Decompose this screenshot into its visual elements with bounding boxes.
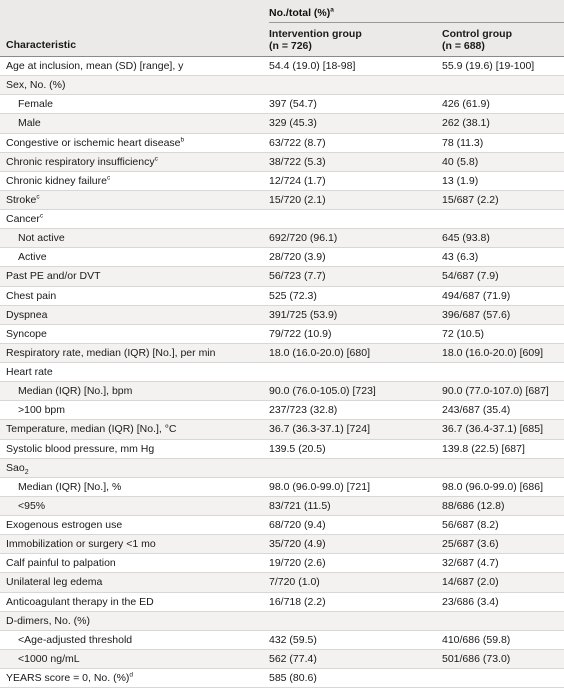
characteristic-cell — [0, 672, 263, 684]
control-value: 13 (1.9) — [442, 174, 479, 187]
control-header-n: (n = 688) — [442, 40, 485, 52]
control-value: 25/687 (3.6) — [442, 538, 499, 551]
characteristic-cell — [0, 232, 263, 244]
table-row — [0, 401, 564, 420]
characteristic-label: Congestive or ischemic heart disease — [6, 136, 181, 149]
characteristic-label: Heart rate — [6, 366, 53, 379]
table-row — [0, 593, 564, 612]
table-row — [0, 306, 564, 325]
table-row — [0, 650, 564, 669]
intervention-value: 7/720 (1.0) — [269, 576, 320, 589]
characteristic-label: Female — [18, 98, 54, 111]
intervention-header-n: (n = 726) — [269, 40, 312, 52]
group-header-rule — [269, 22, 564, 23]
characteristic-cell — [0, 213, 263, 225]
intervention-value: 329 (45.3) — [269, 117, 317, 130]
characteristic-cell — [0, 500, 263, 512]
characteristic-label: Chronic kidney failure — [6, 174, 107, 187]
control-value: 410/686 (59.8) — [442, 633, 511, 646]
intervention-value: 79/722 (10.9) — [269, 327, 332, 340]
table-row — [0, 229, 564, 248]
characteristic-cell — [0, 117, 263, 129]
characteristic-label: >100 bpm — [18, 404, 65, 417]
intervention-value: 585 (80.6) — [269, 672, 317, 685]
characteristic-cell — [0, 423, 263, 435]
intervention-value: 54.4 (19.0) [18-98] — [269, 60, 356, 73]
characteristic-cell — [0, 98, 263, 110]
table-header — [0, 0, 564, 57]
control-value: 501/686 (73.0) — [442, 652, 511, 665]
characteristic-label: Male — [18, 117, 41, 130]
table-row — [0, 248, 564, 267]
characteristic-header: Characteristic — [6, 39, 77, 51]
characteristic-cell — [0, 462, 263, 474]
characteristic-cell — [0, 615, 263, 627]
control-value: 18.0 (16.0-20.0) [609] — [442, 346, 543, 359]
intervention-value: 16/718 (2.2) — [269, 595, 326, 608]
intervention-header-name: Intervention group — [269, 28, 362, 40]
characteristic-label: Sex, No. (%) — [6, 79, 66, 92]
table-row — [0, 631, 564, 650]
intervention-value: 237/723 (32.8) — [269, 404, 338, 417]
group-header-footnote: a — [330, 6, 334, 14]
characteristic-cell — [0, 156, 263, 168]
control-value: 243/687 (35.4) — [442, 404, 511, 417]
intervention-value: 35/720 (4.9) — [269, 538, 326, 551]
intervention-header — [269, 28, 362, 52]
table-row — [0, 57, 564, 76]
characteristic-cell — [0, 270, 263, 282]
intervention-value: 12/724 (1.7) — [269, 174, 326, 187]
intervention-value: 63/722 (8.7) — [269, 136, 326, 149]
control-value: 40 (5.8) — [442, 155, 479, 168]
characteristic-cell — [0, 538, 263, 550]
characteristic-label: Past PE and/or DVT — [6, 270, 101, 283]
table-row — [0, 76, 564, 95]
table-row — [0, 497, 564, 516]
control-value: 90.0 (77.0-107.0) [687] — [442, 385, 549, 398]
table-row — [0, 459, 564, 478]
control-value: 43 (6.3) — [442, 251, 479, 264]
characteristic-cell — [0, 309, 263, 321]
intervention-value: 28/720 (3.9) — [269, 251, 326, 264]
control-value: 32/687 (4.7) — [442, 557, 499, 570]
table-row — [0, 191, 564, 210]
table-body — [0, 57, 564, 688]
table-row — [0, 325, 564, 344]
characteristic-cell — [0, 481, 263, 493]
characteristic-label: Exogenous estrogen use — [6, 519, 123, 532]
control-value: 645 (93.8) — [442, 232, 490, 245]
table-row — [0, 612, 564, 631]
table-row — [0, 573, 564, 592]
characteristic-label: D-dimers, No. (%) — [6, 614, 91, 627]
characteristic-cell — [0, 404, 263, 416]
characteristic-cell — [0, 347, 263, 359]
characteristic-cell — [0, 443, 263, 455]
control-value: 88/686 (12.8) — [442, 499, 505, 512]
table-row — [0, 287, 564, 306]
intervention-value: 391/725 (53.9) — [269, 308, 338, 321]
control-value: 72 (10.5) — [442, 327, 485, 340]
control-value: 139.8 (22.5) [687] — [442, 442, 525, 455]
table-row — [0, 172, 564, 191]
characteristic-label: Active — [18, 251, 47, 264]
characteristic-label: Stroke — [6, 193, 37, 206]
characteristic-cell — [0, 557, 263, 569]
footnote-marker: c — [36, 193, 40, 201]
footnote-marker: b — [180, 136, 185, 144]
characteristic-label: Not active — [18, 232, 65, 245]
intervention-value: 83/721 (11.5) — [269, 499, 331, 512]
characteristic-cell — [0, 60, 263, 72]
table-row — [0, 210, 564, 229]
footnote-marker: c — [39, 212, 44, 220]
group-header — [269, 7, 334, 19]
footnote-marker: c — [154, 155, 158, 163]
characteristic-cell — [0, 653, 263, 665]
characteristic-label: Systolic blood pressure, mm Hg — [6, 442, 155, 455]
intervention-value: 68/720 (9.4) — [269, 519, 326, 532]
characteristic-cell — [0, 137, 263, 149]
control-value: 54/687 (7.9) — [442, 270, 499, 283]
table-row — [0, 420, 564, 439]
characteristic-subscript: 2 — [24, 468, 29, 476]
table-row — [0, 344, 564, 363]
control-value: 494/687 (71.9) — [442, 289, 511, 302]
table-row — [0, 535, 564, 554]
characteristic-cell — [0, 576, 263, 588]
characteristic-cell — [0, 79, 263, 91]
intervention-value: 397 (54.7) — [269, 98, 317, 111]
intervention-value: 98.0 (96.0-99.0) [721] — [269, 480, 370, 493]
characteristic-label: <Age-adjusted threshold — [18, 633, 133, 646]
characteristic-label: Cancer — [6, 213, 40, 226]
group-header-label: No./total (%) — [269, 7, 331, 19]
table-row — [0, 669, 564, 688]
control-value: 56/687 (8.2) — [442, 519, 499, 532]
control-header — [442, 28, 512, 52]
characteristic-cell — [0, 366, 263, 378]
control-value: 14/687 (2.0) — [442, 576, 499, 589]
table-row — [0, 363, 564, 382]
table-row — [0, 153, 564, 172]
intervention-value: 15/720 (2.1) — [269, 193, 326, 206]
characteristic-label: Median (IQR) [No.], % — [18, 480, 122, 493]
characteristic-cell — [0, 290, 263, 302]
table-row — [0, 516, 564, 535]
intervention-value: 56/723 (7.7) — [269, 270, 326, 283]
characteristic-label: Chest pain — [6, 289, 57, 302]
table-row — [0, 478, 564, 497]
characteristic-label: Dyspnea — [6, 308, 48, 321]
control-value: 15/687 (2.2) — [442, 193, 499, 206]
control-value: 396/687 (57.6) — [442, 308, 511, 321]
characteristic-label: <95% — [18, 499, 46, 512]
characteristic-cell — [0, 328, 263, 340]
characteristic-label: Calf painful to palpation — [6, 557, 116, 570]
control-value: 36.7 (36.4-37.1) [685] — [442, 423, 543, 436]
characteristic-cell — [0, 251, 263, 263]
characteristic-cell — [0, 175, 263, 187]
table-row — [0, 114, 564, 133]
characteristic-label: Chronic respiratory insufficiency — [6, 155, 155, 168]
characteristic-label: YEARS score = 0, No. (%) — [6, 672, 130, 685]
characteristic-label: Syncope — [6, 327, 47, 340]
intervention-value: 19/720 (2.6) — [269, 557, 326, 570]
characteristic-label: Sao — [6, 461, 25, 474]
intervention-value: 18.0 (16.0-20.0) [680] — [269, 346, 370, 359]
control-value: 98.0 (96.0-99.0) [686] — [442, 480, 543, 493]
table-row — [0, 554, 564, 573]
characteristic-label: Unilateral leg edema — [6, 576, 103, 589]
characteristic-label: Age at inclusion, mean (SD) [range], y — [6, 60, 184, 73]
characteristic-label: Temperature, median (IQR) [No.], °C — [6, 423, 177, 436]
table-row — [0, 267, 564, 286]
characteristic-cell — [0, 385, 263, 397]
table-row — [0, 95, 564, 114]
characteristic-label: <1000 ng/mL — [18, 652, 80, 665]
characteristic-label: Immobilization or surgery <1 mo — [6, 538, 156, 551]
table-row — [0, 382, 564, 401]
control-value: 55.9 (19.6) [19-100] — [442, 60, 535, 73]
characteristic-cell — [0, 596, 263, 608]
intervention-value: 90.0 (76.0-105.0) [723] — [269, 385, 376, 398]
intervention-value: 525 (72.3) — [269, 289, 317, 302]
control-value: 78 (11.3) — [442, 136, 484, 149]
characteristic-cell — [0, 194, 263, 206]
table-row — [0, 440, 564, 459]
control-value: 426 (61.9) — [442, 98, 490, 111]
intervention-value: 38/722 (5.3) — [269, 155, 326, 168]
footnote-marker: d — [129, 671, 134, 679]
control-value: 262 (38.1) — [442, 117, 490, 130]
characteristic-label: Respiratory rate, median (IQR) [No.], per min — [6, 346, 216, 359]
characteristic-label: Median (IQR) [No.], bpm — [18, 385, 133, 398]
intervention-value: 36.7 (36.3-37.1) [724] — [269, 423, 370, 436]
table-row — [0, 134, 564, 153]
control-value: 23/686 (3.4) — [442, 595, 499, 608]
intervention-value: 692/720 (96.1) — [269, 232, 338, 245]
intervention-value: 562 (77.4) — [269, 652, 317, 665]
characteristic-label: Anticoagulant therapy in the ED — [6, 595, 154, 608]
characteristic-cell — [0, 519, 263, 531]
control-header-name: Control group — [442, 28, 512, 40]
intervention-value: 139.5 (20.5) — [269, 442, 326, 455]
intervention-value: 432 (59.5) — [269, 633, 317, 646]
footnote-marker: c — [106, 174, 111, 182]
characteristic-cell — [0, 634, 263, 646]
